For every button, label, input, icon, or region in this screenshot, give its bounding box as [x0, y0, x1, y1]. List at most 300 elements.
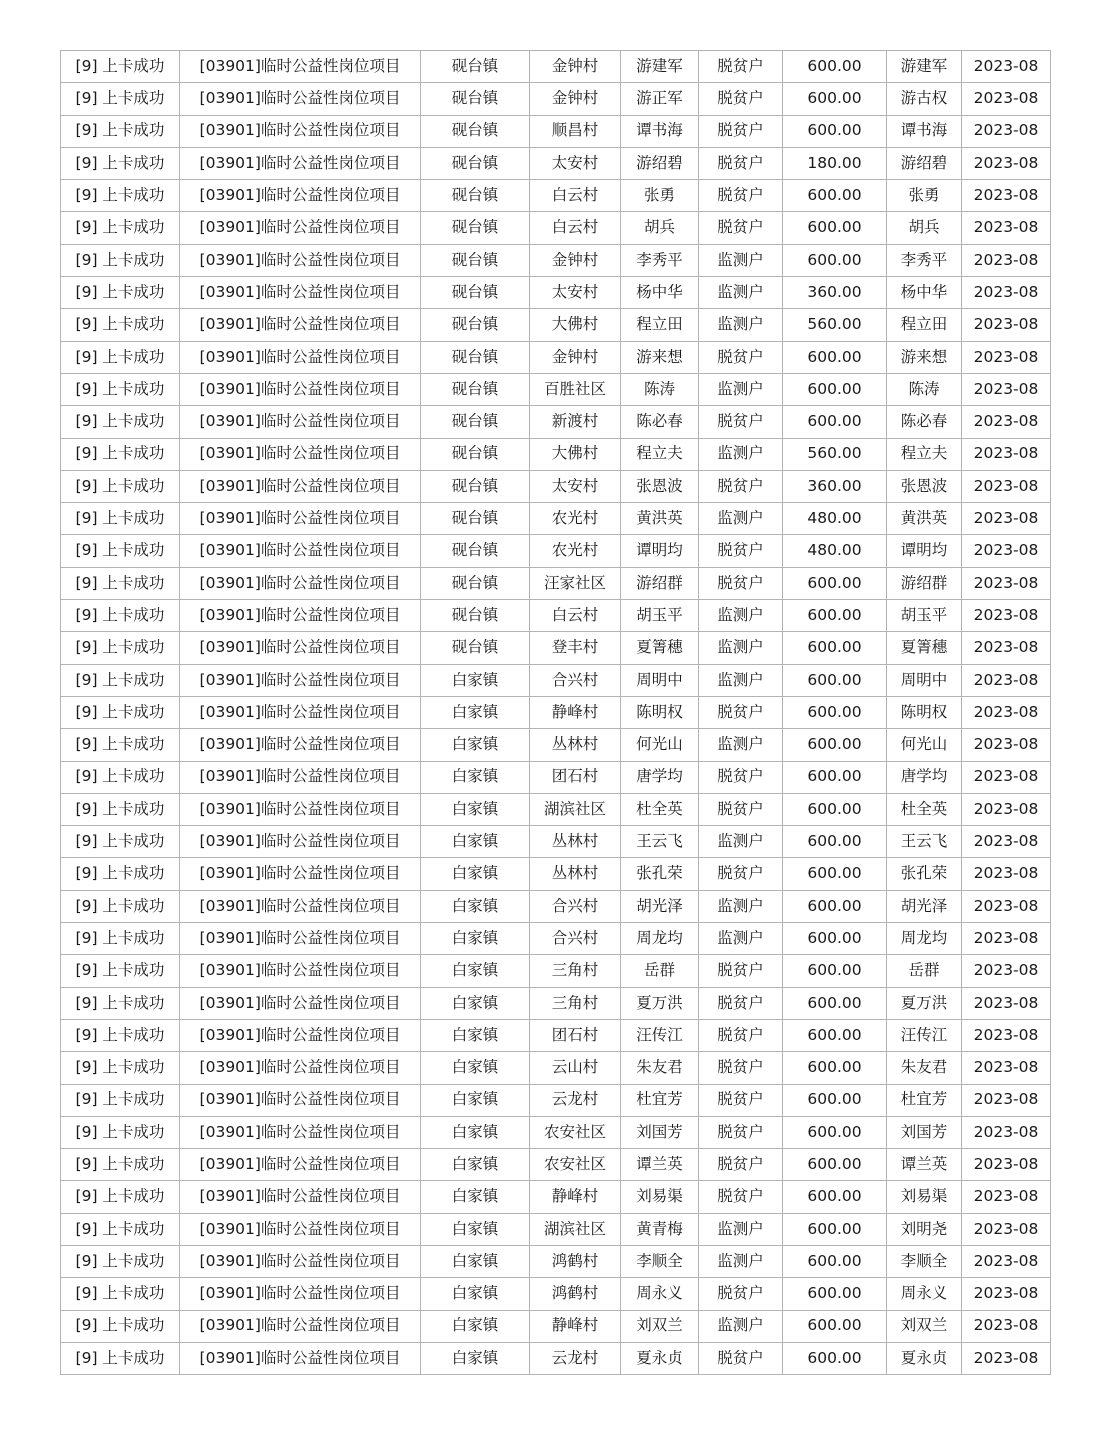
person-name-cell: 程立夫: [621, 438, 699, 470]
period-cell: 2023-08: [962, 341, 1051, 373]
person-name-cell: 刘双兰: [621, 1310, 699, 1342]
table-row: [61, 858, 1051, 890]
table-row: [61, 1052, 1051, 1084]
town-cell: 白家镇: [421, 890, 530, 922]
household-type-cell: 脱贫户: [699, 51, 783, 83]
town-cell: 白家镇: [421, 1116, 530, 1148]
village-cell: 大佛村: [530, 309, 621, 341]
amount-cell: 600.00: [783, 664, 887, 696]
status-cell: [9] 上卡成功: [61, 535, 180, 567]
table-row: [61, 632, 1051, 664]
status-cell: [9] 上卡成功: [61, 567, 180, 599]
table-row: [61, 696, 1051, 728]
payee-name-cell: 岳群: [887, 955, 962, 987]
person-name-cell: 陈必春: [621, 406, 699, 438]
village-cell: 百胜社区: [530, 373, 621, 405]
household-type-cell: 监测户: [699, 632, 783, 664]
table-body: [61, 51, 1051, 1375]
household-type-cell: 脱贫户: [699, 1116, 783, 1148]
status-cell: [9] 上卡成功: [61, 1116, 180, 1148]
payee-name-cell: 刘双兰: [887, 1310, 962, 1342]
payee-name-cell: 夏箐穗: [887, 632, 962, 664]
payee-name-cell: 黄洪英: [887, 503, 962, 535]
payee-name-cell: 程立夫: [887, 438, 962, 470]
project-cell: [03901]临时公益性岗位项目: [180, 761, 421, 793]
period-cell: 2023-08: [962, 83, 1051, 115]
project-cell: [03901]临时公益性岗位项目: [180, 244, 421, 276]
period-cell: 2023-08: [962, 1342, 1051, 1374]
table-row: [61, 1084, 1051, 1116]
village-cell: 农安社区: [530, 1149, 621, 1181]
status-cell: [9] 上卡成功: [61, 341, 180, 373]
town-cell: 白家镇: [421, 1310, 530, 1342]
amount-cell: 600.00: [783, 341, 887, 373]
payee-name-cell: 周龙均: [887, 923, 962, 955]
household-type-cell: 脱贫户: [699, 987, 783, 1019]
household-type-cell: 脱贫户: [699, 858, 783, 890]
table-row: [61, 600, 1051, 632]
project-cell: [03901]临时公益性岗位项目: [180, 1052, 421, 1084]
household-type-cell: 监测户: [699, 373, 783, 405]
village-cell: 云龙村: [530, 1342, 621, 1374]
status-cell: [9] 上卡成功: [61, 1181, 180, 1213]
table-row: [61, 826, 1051, 858]
village-cell: 农光村: [530, 503, 621, 535]
person-name-cell: 何光山: [621, 729, 699, 761]
project-cell: [03901]临时公益性岗位项目: [180, 567, 421, 599]
payee-name-cell: 游建军: [887, 51, 962, 83]
town-cell: 砚台镇: [421, 567, 530, 599]
status-cell: [9] 上卡成功: [61, 761, 180, 793]
person-name-cell: 李秀平: [621, 244, 699, 276]
project-cell: [03901]临时公益性岗位项目: [180, 406, 421, 438]
amount-cell: 600.00: [783, 406, 887, 438]
period-cell: 2023-08: [962, 600, 1051, 632]
person-name-cell: 游来想: [621, 341, 699, 373]
status-cell: [9] 上卡成功: [61, 1310, 180, 1342]
status-cell: [9] 上卡成功: [61, 147, 180, 179]
period-cell: 2023-08: [962, 890, 1051, 922]
period-cell: 2023-08: [962, 1310, 1051, 1342]
household-type-cell: 监测户: [699, 1245, 783, 1277]
village-cell: 白云村: [530, 212, 621, 244]
period-cell: 2023-08: [962, 1052, 1051, 1084]
payee-name-cell: 程立田: [887, 309, 962, 341]
project-cell: [03901]临时公益性岗位项目: [180, 1245, 421, 1277]
town-cell: 白家镇: [421, 1084, 530, 1116]
status-cell: [9] 上卡成功: [61, 923, 180, 955]
table-row: [61, 470, 1051, 502]
table-row: [61, 1019, 1051, 1051]
amount-cell: 600.00: [783, 955, 887, 987]
household-type-cell: 监测户: [699, 1213, 783, 1245]
village-cell: 太安村: [530, 277, 621, 309]
household-type-cell: 脱贫户: [699, 535, 783, 567]
town-cell: 砚台镇: [421, 115, 530, 147]
period-cell: 2023-08: [962, 438, 1051, 470]
household-type-cell: 脱贫户: [699, 1181, 783, 1213]
period-cell: 2023-08: [962, 147, 1051, 179]
status-cell: [9] 上卡成功: [61, 503, 180, 535]
project-cell: [03901]临时公益性岗位项目: [180, 309, 421, 341]
payee-name-cell: 杜宜芳: [887, 1084, 962, 1116]
person-name-cell: 唐学均: [621, 761, 699, 793]
person-name-cell: 夏箐穗: [621, 632, 699, 664]
household-type-cell: 监测户: [699, 309, 783, 341]
period-cell: 2023-08: [962, 567, 1051, 599]
amount-cell: 600.00: [783, 51, 887, 83]
payee-name-cell: 杜全英: [887, 793, 962, 825]
table-row: [61, 277, 1051, 309]
amount-cell: 600.00: [783, 858, 887, 890]
town-cell: 砚台镇: [421, 470, 530, 502]
table-row: [61, 1245, 1051, 1277]
amount-cell: 600.00: [783, 1019, 887, 1051]
amount-cell: 600.00: [783, 1149, 887, 1181]
period-cell: 2023-08: [962, 987, 1051, 1019]
project-cell: [03901]临时公益性岗位项目: [180, 51, 421, 83]
household-type-cell: 监测户: [699, 244, 783, 276]
person-name-cell: 朱友君: [621, 1052, 699, 1084]
project-cell: [03901]临时公益性岗位项目: [180, 858, 421, 890]
table-row: [61, 664, 1051, 696]
household-type-cell: 脱贫户: [699, 406, 783, 438]
payee-name-cell: 张恩波: [887, 470, 962, 502]
town-cell: 白家镇: [421, 826, 530, 858]
status-cell: [9] 上卡成功: [61, 793, 180, 825]
payee-name-cell: 张勇: [887, 180, 962, 212]
village-cell: 丛林村: [530, 858, 621, 890]
town-cell: 砚台镇: [421, 600, 530, 632]
table-row: [61, 1213, 1051, 1245]
household-type-cell: 监测户: [699, 729, 783, 761]
amount-cell: 560.00: [783, 438, 887, 470]
project-cell: [03901]临时公益性岗位项目: [180, 438, 421, 470]
period-cell: 2023-08: [962, 115, 1051, 147]
payee-name-cell: 汪传江: [887, 1019, 962, 1051]
status-cell: [9] 上卡成功: [61, 277, 180, 309]
household-type-cell: 脱贫户: [699, 1084, 783, 1116]
town-cell: 白家镇: [421, 696, 530, 728]
town-cell: 白家镇: [421, 1213, 530, 1245]
town-cell: 白家镇: [421, 1181, 530, 1213]
household-type-cell: 脱贫户: [699, 696, 783, 728]
village-cell: 丛林村: [530, 826, 621, 858]
project-cell: [03901]临时公益性岗位项目: [180, 1084, 421, 1116]
household-type-cell: 脱贫户: [699, 115, 783, 147]
project-cell: [03901]临时公益性岗位项目: [180, 1310, 421, 1342]
town-cell: 白家镇: [421, 793, 530, 825]
person-name-cell: 杨中华: [621, 277, 699, 309]
payee-name-cell: 游古权: [887, 83, 962, 115]
town-cell: 砚台镇: [421, 244, 530, 276]
period-cell: 2023-08: [962, 51, 1051, 83]
status-cell: [9] 上卡成功: [61, 664, 180, 696]
period-cell: 2023-08: [962, 761, 1051, 793]
table-row: [61, 51, 1051, 83]
period-cell: 2023-08: [962, 309, 1051, 341]
payee-name-cell: 陈涛: [887, 373, 962, 405]
amount-cell: 600.00: [783, 212, 887, 244]
table-row: [61, 567, 1051, 599]
status-cell: [9] 上卡成功: [61, 600, 180, 632]
payment-records-table: [60, 50, 1051, 1375]
project-cell: [03901]临时公益性岗位项目: [180, 180, 421, 212]
amount-cell: 560.00: [783, 309, 887, 341]
person-name-cell: 岳群: [621, 955, 699, 987]
person-name-cell: 杜全英: [621, 793, 699, 825]
household-type-cell: 监测户: [699, 438, 783, 470]
person-name-cell: 汪传江: [621, 1019, 699, 1051]
household-type-cell: 脱贫户: [699, 1278, 783, 1310]
person-name-cell: 张孔荣: [621, 858, 699, 890]
period-cell: 2023-08: [962, 1019, 1051, 1051]
period-cell: 2023-08: [962, 923, 1051, 955]
household-type-cell: 脱贫户: [699, 212, 783, 244]
table-row: [61, 1310, 1051, 1342]
amount-cell: 600.00: [783, 729, 887, 761]
person-name-cell: 刘国芳: [621, 1116, 699, 1148]
household-type-cell: 监测户: [699, 277, 783, 309]
town-cell: 白家镇: [421, 761, 530, 793]
status-cell: [9] 上卡成功: [61, 826, 180, 858]
status-cell: [9] 上卡成功: [61, 632, 180, 664]
town-cell: 白家镇: [421, 923, 530, 955]
person-name-cell: 游绍群: [621, 567, 699, 599]
period-cell: 2023-08: [962, 793, 1051, 825]
payee-name-cell: 朱友君: [887, 1052, 962, 1084]
status-cell: [9] 上卡成功: [61, 51, 180, 83]
person-name-cell: 周龙均: [621, 923, 699, 955]
village-cell: 白云村: [530, 600, 621, 632]
project-cell: [03901]临时公益性岗位项目: [180, 83, 421, 115]
table-row: [61, 890, 1051, 922]
village-cell: 丛林村: [530, 729, 621, 761]
payee-name-cell: 唐学均: [887, 761, 962, 793]
table-row: [61, 438, 1051, 470]
project-cell: [03901]临时公益性岗位项目: [180, 1278, 421, 1310]
person-name-cell: 胡光泽: [621, 890, 699, 922]
village-cell: 云山村: [530, 1052, 621, 1084]
table-row: [61, 1278, 1051, 1310]
town-cell: 白家镇: [421, 1278, 530, 1310]
payee-name-cell: 李顺全: [887, 1245, 962, 1277]
payee-name-cell: 张孔荣: [887, 858, 962, 890]
household-type-cell: 脱贫户: [699, 761, 783, 793]
town-cell: 砚台镇: [421, 503, 530, 535]
status-cell: [9] 上卡成功: [61, 1149, 180, 1181]
period-cell: 2023-08: [962, 1213, 1051, 1245]
amount-cell: 600.00: [783, 1052, 887, 1084]
household-type-cell: 脱贫户: [699, 1149, 783, 1181]
village-cell: 金钟村: [530, 341, 621, 373]
village-cell: 登丰村: [530, 632, 621, 664]
town-cell: 白家镇: [421, 1245, 530, 1277]
amount-cell: 600.00: [783, 1245, 887, 1277]
person-name-cell: 夏万洪: [621, 987, 699, 1019]
village-cell: 新渡村: [530, 406, 621, 438]
person-name-cell: 黄青梅: [621, 1213, 699, 1245]
person-name-cell: 刘易渠: [621, 1181, 699, 1213]
project-cell: [03901]临时公益性岗位项目: [180, 1181, 421, 1213]
status-cell: [9] 上卡成功: [61, 1278, 180, 1310]
period-cell: 2023-08: [962, 664, 1051, 696]
town-cell: 砚台镇: [421, 341, 530, 373]
village-cell: 太安村: [530, 470, 621, 502]
household-type-cell: 监测户: [699, 664, 783, 696]
project-cell: [03901]临时公益性岗位项目: [180, 632, 421, 664]
village-cell: 鸿鹤村: [530, 1245, 621, 1277]
payee-name-cell: 谭明均: [887, 535, 962, 567]
status-cell: [9] 上卡成功: [61, 309, 180, 341]
person-name-cell: 陈明权: [621, 696, 699, 728]
village-cell: 金钟村: [530, 51, 621, 83]
village-cell: 云龙村: [530, 1084, 621, 1116]
household-type-cell: 脱贫户: [699, 180, 783, 212]
project-cell: [03901]临时公益性岗位项目: [180, 987, 421, 1019]
table-row: [61, 503, 1051, 535]
person-name-cell: 游建军: [621, 51, 699, 83]
village-cell: 团石村: [530, 761, 621, 793]
payee-name-cell: 陈明权: [887, 696, 962, 728]
village-cell: 静峰村: [530, 696, 621, 728]
project-cell: [03901]临时公益性岗位项目: [180, 923, 421, 955]
project-cell: [03901]临时公益性岗位项目: [180, 1213, 421, 1245]
town-cell: 砚台镇: [421, 406, 530, 438]
project-cell: [03901]临时公益性岗位项目: [180, 115, 421, 147]
status-cell: [9] 上卡成功: [61, 438, 180, 470]
town-cell: 白家镇: [421, 987, 530, 1019]
household-type-cell: 脱贫户: [699, 83, 783, 115]
period-cell: 2023-08: [962, 373, 1051, 405]
town-cell: 砚台镇: [421, 309, 530, 341]
table-row: [61, 761, 1051, 793]
town-cell: 砚台镇: [421, 277, 530, 309]
project-cell: [03901]临时公益性岗位项目: [180, 664, 421, 696]
status-cell: [9] 上卡成功: [61, 83, 180, 115]
table-row: [61, 729, 1051, 761]
household-type-cell: 脱贫户: [699, 1342, 783, 1374]
table-row: [61, 244, 1051, 276]
table-row: [61, 373, 1051, 405]
payee-name-cell: 陈必春: [887, 406, 962, 438]
person-name-cell: 周永义: [621, 1278, 699, 1310]
amount-cell: 600.00: [783, 987, 887, 1019]
household-type-cell: 脱贫户: [699, 955, 783, 987]
amount-cell: 600.00: [783, 567, 887, 599]
household-type-cell: 监测户: [699, 826, 783, 858]
person-name-cell: 陈涛: [621, 373, 699, 405]
village-cell: 白云村: [530, 180, 621, 212]
village-cell: 合兴村: [530, 664, 621, 696]
status-cell: [9] 上卡成功: [61, 1213, 180, 1245]
town-cell: 白家镇: [421, 1052, 530, 1084]
payee-name-cell: 何光山: [887, 729, 962, 761]
project-cell: [03901]临时公益性岗位项目: [180, 696, 421, 728]
village-cell: 湖滨社区: [530, 1213, 621, 1245]
payee-name-cell: 刘国芳: [887, 1116, 962, 1148]
status-cell: [9] 上卡成功: [61, 244, 180, 276]
town-cell: 砚台镇: [421, 180, 530, 212]
person-name-cell: 谭书海: [621, 115, 699, 147]
period-cell: 2023-08: [962, 470, 1051, 502]
amount-cell: 600.00: [783, 1342, 887, 1374]
status-cell: [9] 上卡成功: [61, 1245, 180, 1277]
project-cell: [03901]临时公益性岗位项目: [180, 341, 421, 373]
amount-cell: 480.00: [783, 535, 887, 567]
amount-cell: 600.00: [783, 632, 887, 664]
period-cell: 2023-08: [962, 1084, 1051, 1116]
amount-cell: 600.00: [783, 180, 887, 212]
amount-cell: 180.00: [783, 147, 887, 179]
table-row: [61, 987, 1051, 1019]
project-cell: [03901]临时公益性岗位项目: [180, 1149, 421, 1181]
table-row: [61, 923, 1051, 955]
status-cell: [9] 上卡成功: [61, 212, 180, 244]
amount-cell: 600.00: [783, 115, 887, 147]
amount-cell: 600.00: [783, 1278, 887, 1310]
amount-cell: 600.00: [783, 696, 887, 728]
table-row: [61, 341, 1051, 373]
status-cell: [9] 上卡成功: [61, 115, 180, 147]
payee-name-cell: 李秀平: [887, 244, 962, 276]
table-row: [61, 147, 1051, 179]
town-cell: 砚台镇: [421, 83, 530, 115]
table-row: [61, 1181, 1051, 1213]
payee-name-cell: 周永义: [887, 1278, 962, 1310]
town-cell: 白家镇: [421, 1342, 530, 1374]
project-cell: [03901]临时公益性岗位项目: [180, 890, 421, 922]
payee-name-cell: 胡光泽: [887, 890, 962, 922]
household-type-cell: 脱贫户: [699, 567, 783, 599]
status-cell: [9] 上卡成功: [61, 858, 180, 890]
household-type-cell: 监测户: [699, 1310, 783, 1342]
period-cell: 2023-08: [962, 696, 1051, 728]
project-cell: [03901]临时公益性岗位项目: [180, 277, 421, 309]
household-type-cell: 脱贫户: [699, 147, 783, 179]
payee-name-cell: 游绍碧: [887, 147, 962, 179]
payee-name-cell: 胡玉平: [887, 600, 962, 632]
table-row: [61, 1116, 1051, 1148]
table-row: [61, 955, 1051, 987]
table-row: [61, 180, 1051, 212]
town-cell: 砚台镇: [421, 438, 530, 470]
person-name-cell: 张恩波: [621, 470, 699, 502]
amount-cell: 480.00: [783, 503, 887, 535]
amount-cell: 600.00: [783, 826, 887, 858]
status-cell: [9] 上卡成功: [61, 890, 180, 922]
project-cell: [03901]临时公益性岗位项目: [180, 1116, 421, 1148]
table-row: [61, 793, 1051, 825]
payee-name-cell: 游来想: [887, 341, 962, 373]
status-cell: [9] 上卡成功: [61, 373, 180, 405]
period-cell: 2023-08: [962, 503, 1051, 535]
project-cell: [03901]临时公益性岗位项目: [180, 955, 421, 987]
project-cell: [03901]临时公益性岗位项目: [180, 1019, 421, 1051]
project-cell: [03901]临时公益性岗位项目: [180, 503, 421, 535]
household-type-cell: 脱贫户: [699, 1052, 783, 1084]
period-cell: 2023-08: [962, 858, 1051, 890]
status-cell: [9] 上卡成功: [61, 987, 180, 1019]
village-cell: 静峰村: [530, 1181, 621, 1213]
amount-cell: 600.00: [783, 373, 887, 405]
status-cell: [9] 上卡成功: [61, 180, 180, 212]
village-cell: 三角村: [530, 987, 621, 1019]
project-cell: [03901]临时公益性岗位项目: [180, 470, 421, 502]
period-cell: 2023-08: [962, 1181, 1051, 1213]
person-name-cell: 李顺全: [621, 1245, 699, 1277]
period-cell: 2023-08: [962, 729, 1051, 761]
